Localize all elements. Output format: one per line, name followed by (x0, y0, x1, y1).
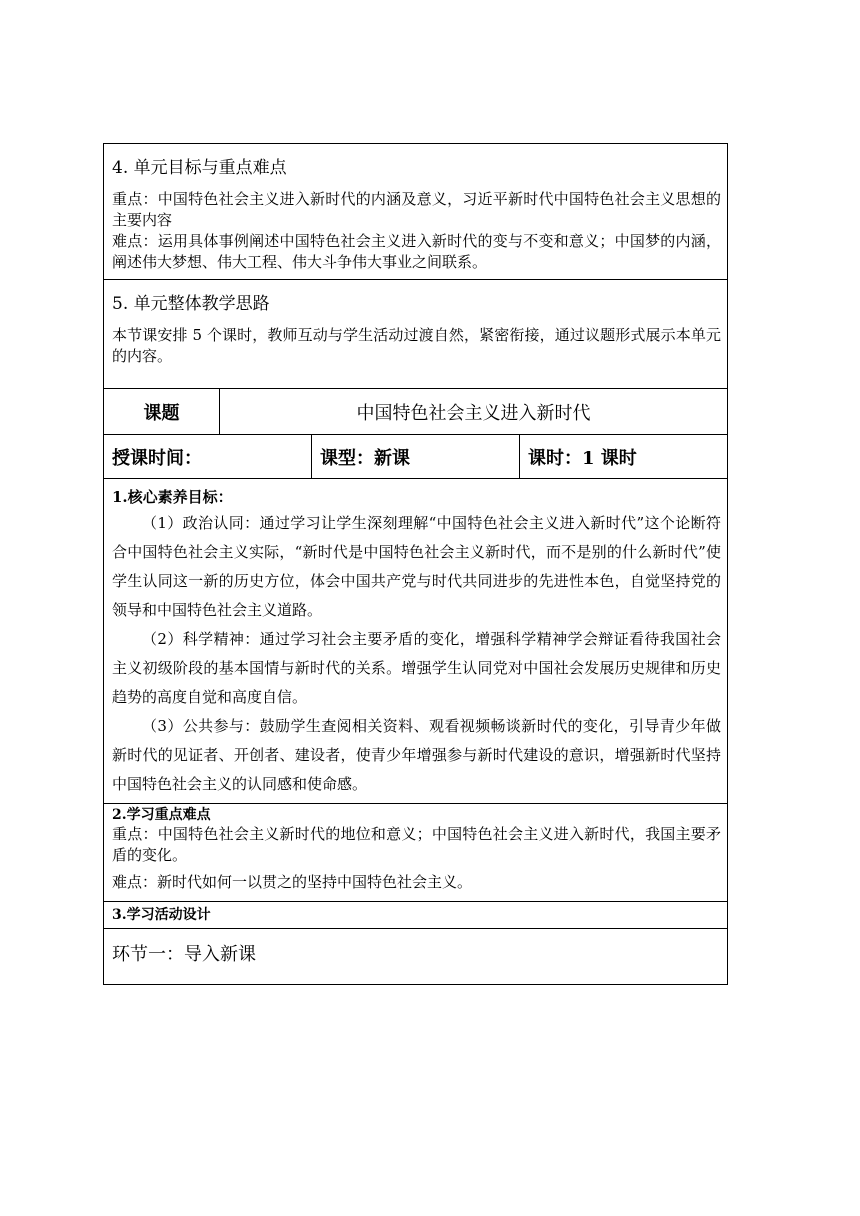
learning-focus-section (104, 804, 727, 902)
activity-design-title: 3.学习活动设计 (112, 907, 211, 923)
topic-label: 课题 (143, 402, 180, 424)
lesson-plan-table (103, 143, 728, 985)
lesson-type-label: 课型：新课 (311, 435, 519, 478)
stage-one-title: 环节一：导入新课 (112, 944, 256, 965)
stage-one-section (104, 929, 727, 984)
objective-item: （3）公共参与：鼓励学生查阅相关资料、观看视频畅谈新时代的变化，引导青少年做新时代的见证者、开创者、建设者，使青少年增强参与新时代建设的意识，增强新时代坚持中国特色社会主义的认同感和使命感。 (112, 717, 721, 793)
topic-value: 中国特色社会主义进入新时代 (219, 389, 727, 434)
learning-difficulties: 难点：新时代如何一以贯之的坚持中国特色社会主义。 (112, 873, 473, 891)
objective-item: （1）政治认同：通过学习让学生深刻理解“中国特色社会主义进入新时代”这个论断符合中国特色社会主义实际，“新时代是中国特色社会主义新时代，而不是别的什么新时代”使学生认同这一新的历史方位，体会中国共产党与时代共同进步的先进性本色，自觉坚持党的领导和中国特色社会主义道路。 (112, 514, 721, 619)
topic-row (104, 389, 727, 435)
activity-design-section (104, 902, 727, 929)
lesson-info-row (104, 435, 727, 479)
unit-goals-section (104, 144, 727, 280)
learning-key-points: 重点：中国特色社会主义新时代的地位和意义；中国特色社会主义进入新时代，我国主要矛盾的变化。 (112, 825, 721, 864)
teaching-approach-section (104, 280, 727, 389)
lesson-time-label: 授课时间： (112, 447, 202, 469)
teaching-approach-title: 5. 单元整体教学思路 (112, 294, 270, 314)
unit-goals-title: 4. 单元目标与重点难点 (112, 158, 287, 178)
unit-difficulties: 难点：运用具体事例阐述中国特色社会主义进入新时代的变与不变和意义；中国梦的内涵，阐述伟大梦想、伟大工程、伟大斗争伟大事业之间联系。 (112, 232, 721, 271)
unit-key-points: 重点：中国特色社会主义进入新时代的内涵及意义，习近平新时代中国特色社会主义思想的主要内容 (112, 190, 721, 229)
learning-focus-title: 2.学习重点难点 (112, 807, 211, 823)
core-objectives-section (104, 479, 727, 804)
core-objectives-title: 1.核心素养目标： (112, 488, 233, 506)
objective-item: （2）科学精神：通过学习社会主要矛盾的变化，增强科学精神学会辩证看待我国社会主义初级阶段的基本国情与新时代的关系。增强学生认同党对中国社会发展历史规律和历史趋势的高度自觉和高度自信。 (112, 630, 721, 706)
lesson-hours-label: 课时：1 课时 (519, 435, 727, 478)
teaching-approach-body: 本节课安排 5 个课时，教师互动与学生活动过渡自然，紧密衔接，通过议题形式展示本单元的内容。 (112, 326, 721, 365)
